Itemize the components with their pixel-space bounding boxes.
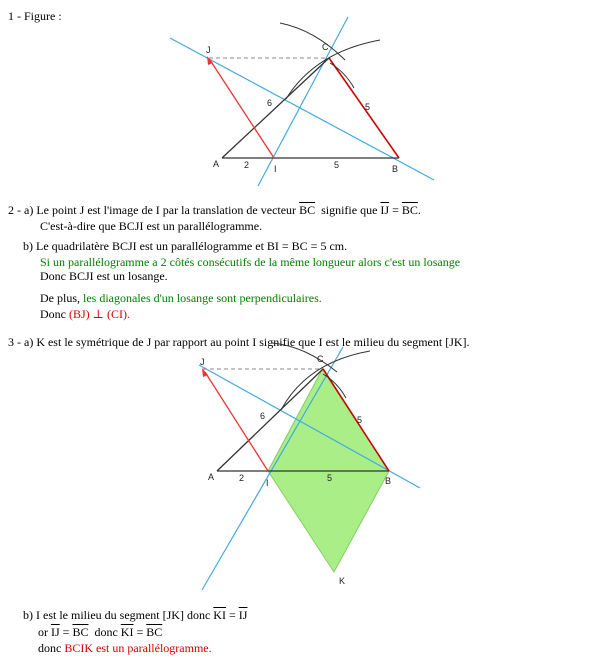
fig1-label-a: A — [213, 159, 220, 169]
fig2-arc-1 — [272, 343, 337, 372]
fig1-label-i: I — [274, 164, 277, 174]
fig2-label-k: K — [339, 576, 346, 586]
section3-last-red: BCIK est un parallélogramme. — [64, 641, 212, 655]
vector-ki: $\overline{KI}$ — [213, 608, 226, 622]
or-word: or — [38, 625, 48, 639]
fig1-label-j: J — [206, 45, 211, 55]
section2-a-mid: signifie que — [321, 203, 378, 217]
section2-b-line4-prefix: De plus, — [40, 291, 80, 305]
section2-b-line4-green: les diagonales d'un losange sont perpendiculaires. — [83, 291, 322, 305]
fig2-length-ac: 6 — [260, 411, 266, 421]
vector-bc-3: $\overline{BC}$ — [72, 625, 89, 639]
vector-ki-2: $\overline{KI}$ — [120, 625, 134, 639]
equals-sign: = — [392, 203, 399, 217]
fig2-label-a: A — [208, 472, 215, 482]
section2-b-line1: b) Le quadrilatère BCJI est un parallélogramme et BI = BC = 5 cm. — [23, 239, 348, 253]
fig1-label-b: B — [392, 164, 399, 174]
section3-a-line: 3 - a) K est le symétrique de J par rapport au point I signifie que I est le milieu du segment [JK]. — [8, 335, 470, 349]
section3-b-prefix: b) I est le milieu du segment [JK] donc — [23, 608, 211, 622]
fig2-label-c: C — [317, 354, 324, 364]
equals-sign-3: = — [136, 625, 144, 639]
vector-ij-2: $\overline{IJ}$ — [51, 625, 60, 639]
parallelogram-bcik — [268, 368, 392, 572]
fig2-label-b: B — [385, 476, 392, 486]
fig2-label-j: J — [200, 357, 205, 367]
fig1-length-ac: 6 — [267, 98, 273, 108]
donc-word: donc — [94, 625, 118, 639]
vector-ij: $\overline{IJ}$ — [238, 608, 248, 622]
section3-last-prefix: donc — [38, 641, 62, 655]
fig1-length-ai: 2 — [244, 160, 250, 170]
equals-sign-2: = — [62, 625, 70, 639]
section3-b-line1 — [23, 608, 247, 622]
section2-b-line5-red: (BJ) ⊥ (CI). — [69, 307, 130, 321]
fig2-vector-ij — [205, 372, 268, 471]
fig2-length-ai: 2 — [239, 473, 245, 483]
section2-b-line3: Donc BCJI est un losange. — [40, 269, 168, 283]
fig1-label-c: C — [322, 42, 329, 52]
fig1-length-ib: 5 — [334, 160, 340, 170]
section1-heading: 1 - Figure : — [8, 9, 62, 23]
fig2-length-ib: 5 — [327, 473, 333, 483]
vector-bc-4: $\overline{BC}$ — [146, 625, 163, 639]
vector-ij: $\overline{IJ}$ — [380, 203, 390, 217]
vector-bc-2: $\overline{BC}$ — [401, 203, 418, 217]
section2-a-prefix: 2 - a) Le point J est l'image de I par la translation de vecteur — [8, 203, 297, 217]
section3-b-line2 — [38, 625, 162, 639]
vector-bc: $\overline{BC}$ — [299, 203, 316, 217]
section2-a-end: . — [417, 203, 421, 217]
section2-b-line2: Si un parallélogramme a 2 côtés consécutifs de la même longueur alors c'est un losange — [40, 255, 461, 269]
equals-sign: = — [228, 608, 236, 622]
fig2-label-i: I — [266, 478, 269, 488]
section2-a-line2: C'est-à-dire que BCJI est un parallélogramme. — [40, 219, 263, 233]
section2-b-line5-prefix: Donc — [40, 307, 66, 321]
section3-b-line3 — [38, 641, 212, 655]
fig1-length-bc: 5 — [365, 102, 371, 112]
fig2-length-bc: 5 — [357, 415, 363, 425]
